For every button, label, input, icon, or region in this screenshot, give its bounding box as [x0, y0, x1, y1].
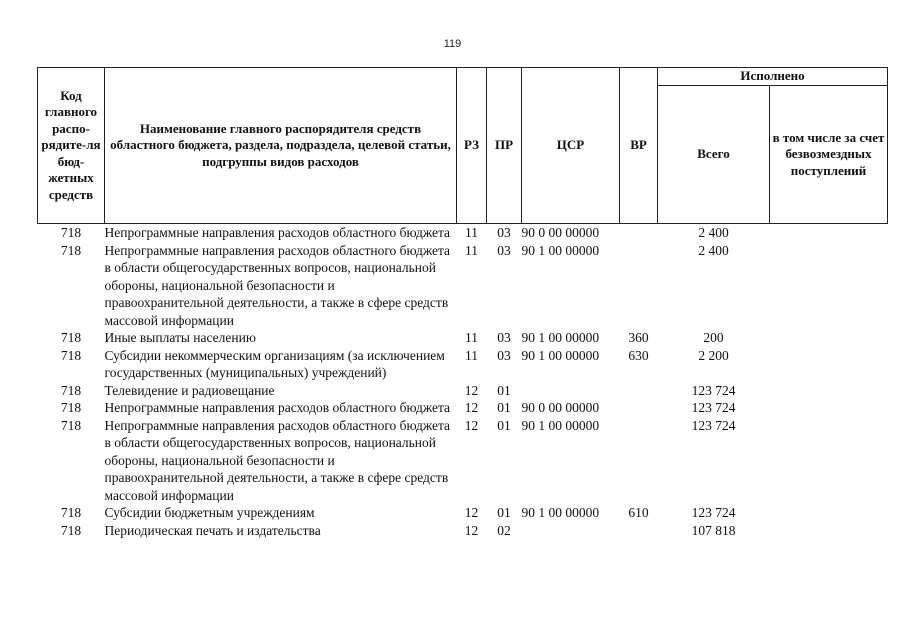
cell-name: Непрограммные направления расходов областного бюджета в области общегосударственных вопросов, национальной обороны, национальной безопасности и правоохранительной деятельности, а также в сфере средств массовой информации [104, 417, 451, 503]
cell-vr [620, 224, 658, 242]
cell-code: 718 [60, 505, 82, 520]
table-row [38, 522, 888, 540]
cell-pr: 02 [497, 522, 511, 538]
cell-free [770, 224, 888, 242]
cell-code: 718 [60, 522, 82, 538]
header-rz: РЗ [457, 68, 487, 224]
cell-vr: 360 [628, 330, 649, 345]
cell-free [770, 329, 888, 347]
cell-free [770, 417, 888, 505]
cell-total: 123 724 [691, 400, 736, 415]
cell-csr: 90 0 00 00000 [521, 225, 600, 240]
cell-csr [522, 522, 620, 540]
cell-rz: 12 [464, 522, 479, 538]
cell-vr [620, 522, 658, 540]
cell-vr [620, 417, 658, 505]
cell-csr: 90 1 00 00000 [521, 330, 600, 345]
cell-csr: 90 1 00 00000 [521, 417, 600, 433]
cell-csr: 90 1 00 00000 [521, 505, 600, 520]
header-total: Всего [658, 85, 770, 224]
cell-free [770, 399, 888, 417]
cell-csr: 90 1 00 00000 [521, 242, 600, 258]
cell-rz: 11 [465, 330, 478, 345]
cell-rz: 12 [464, 417, 479, 433]
cell-free [770, 382, 888, 400]
cell-total: 2 200 [698, 347, 729, 363]
cell-name: Субсидии некоммерческим организациям (за исключением государственных (муниципальных) учреждений) [104, 347, 445, 380]
cell-code: 718 [60, 347, 82, 363]
header-code: Код главного распо-рядите-ля бюд-жетных средств [38, 68, 105, 224]
cell-free [770, 242, 888, 330]
cell-code: 718 [60, 417, 82, 433]
header-free: в том числе за счет безвозмездных поступлений [770, 85, 888, 224]
cell-rz: 11 [465, 242, 478, 258]
cell-free [770, 522, 888, 540]
cell-total: 123 724 [691, 417, 736, 433]
cell-total: 123 724 [691, 505, 736, 520]
cell-free [770, 504, 888, 522]
cell-vr: 610 [628, 505, 649, 520]
table-row [38, 347, 888, 382]
table-row [38, 382, 888, 400]
cell-total: 123 724 [691, 382, 736, 398]
cell-pr: 03 [497, 225, 511, 240]
cell-pr: 03 [497, 330, 511, 345]
cell-rz: 12 [464, 505, 479, 520]
cell-csr [522, 382, 620, 400]
cell-free [770, 347, 888, 382]
cell-vr: 630 [628, 347, 649, 363]
cell-pr: 01 [497, 417, 511, 433]
cell-rz: 12 [464, 400, 479, 415]
cell-name: Непрограммные направления расходов областного бюджета в области общегосударственных вопросов, национальной обороны, национальной безопасности и правоохранительной деятельности, а также в сфере средств массовой информации [104, 242, 451, 328]
cell-code: 718 [60, 225, 82, 240]
cell-name: Телевидение и радиовещание [104, 382, 275, 398]
cell-total: 107 818 [691, 522, 736, 538]
cell-name: Субсидии бюджетным учреждениям [104, 505, 315, 520]
cell-vr [620, 399, 658, 417]
cell-pr: 01 [497, 505, 511, 520]
cell-name: Иные выплаты населению [104, 330, 256, 345]
cell-total: 2 400 [698, 242, 729, 258]
cell-rz: 11 [465, 347, 478, 363]
cell-code: 718 [60, 382, 82, 398]
cell-pr: 01 [497, 382, 511, 398]
table-row [38, 242, 888, 330]
cell-total: 200 [703, 330, 724, 345]
cell-csr: 90 0 00 00000 [521, 400, 600, 415]
page-number: 119 [443, 38, 462, 50]
cell-csr: 90 1 00 00000 [521, 347, 600, 363]
cell-total: 2 400 [698, 225, 729, 240]
table-body [38, 224, 888, 540]
cell-rz: 12 [464, 382, 479, 398]
cell-pr: 03 [497, 347, 511, 363]
cell-name: Периодическая печать и издательства [104, 522, 321, 538]
cell-vr [620, 382, 658, 400]
header-pr: ПР [487, 68, 522, 224]
table-row [38, 224, 888, 242]
cell-name: Непрограммные направления расходов областного бюджета [104, 225, 451, 240]
cell-code: 718 [60, 242, 82, 258]
cell-rz: 11 [465, 225, 478, 240]
budget-table [37, 67, 888, 539]
header-vr: ВР [620, 68, 658, 224]
table-row [38, 417, 888, 505]
table-header [38, 68, 888, 224]
table-row [38, 329, 888, 347]
cell-pr: 01 [497, 400, 511, 415]
cell-vr [620, 242, 658, 330]
cell-code: 718 [60, 330, 82, 345]
header-csr: ЦСР [522, 68, 620, 224]
cell-code: 718 [60, 400, 82, 415]
cell-name: Непрограммные направления расходов областного бюджета [104, 400, 451, 415]
table-row [38, 399, 888, 417]
header-name: Наименование главного распорядителя средств областного бюджета, раздела, подраздела, целевой статьи, подгруппы видов расходов [105, 68, 457, 224]
table-row [38, 504, 888, 522]
cell-pr: 03 [497, 242, 511, 258]
header-executed: Исполнено [658, 68, 888, 86]
